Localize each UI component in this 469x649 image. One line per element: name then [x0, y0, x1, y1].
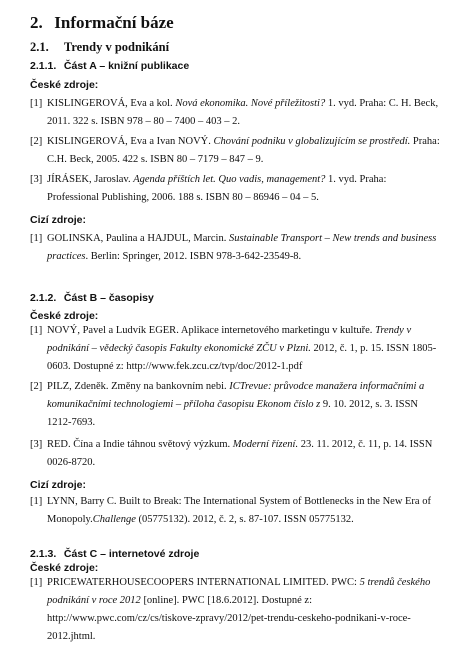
part-b-title: Část B – časopisy	[63, 292, 154, 304]
section-title: Trendy v podnikání	[63, 40, 170, 54]
reference-number: [1]	[30, 98, 43, 109]
reference-item	[30, 322, 440, 376]
reference-item	[30, 574, 440, 646]
part-b-foreign-label: Cizí zdroje:	[30, 479, 87, 491]
reference-text: JÍRÁSEK, Jaroslav. Agenda příštích let. Quo vadis, management? 1. vyd. Praha: Professional Publishing, 2006. 188 s. ISBN 80 – 86946 – 04 – 5.	[47, 174, 387, 203]
chapter-number: 2.	[30, 13, 43, 32]
part-c-czech-label: České zdroje:	[30, 562, 99, 574]
reference-text: NOVÝ, Pavel a Ludvík EGER. Aplikace internetového marketingu v kultuře. Trendy v podnikání – vědecký časopis Fakulty ekonomické ZČU v Plzni. 2012, č. 1, p. 15. ISSN 1805-0603. Dostupné z: http://www.fek.zcu.cz/tvp/doc/2012-1.pdf	[47, 325, 437, 372]
chapter-heading	[30, 13, 174, 33]
reference-text: RED. Čína a Indie táhnou světový výzkum. Moderní řízení. 23. 11. 2012, č. 11, p. 14. ISSN 0026-8720.	[47, 439, 433, 468]
reference-text: KISLINGEROVÁ, Eva a Ivan NOVÝ. Chování podniku v globalizujícím se prostředí. Praha: C.H. Beck, 2005. 422 s. ISBN 80 – 7179 – 847 – 9.	[47, 136, 440, 165]
reference-number: [1]	[30, 577, 43, 588]
reference-number: [1]	[30, 233, 43, 244]
section-number: 2.1.	[30, 40, 49, 54]
reference-number: [3]	[30, 174, 43, 185]
reference-item	[30, 378, 440, 432]
reference-item	[30, 230, 440, 266]
reference-number: [2]	[30, 136, 43, 147]
chapter-title: Informační báze	[54, 13, 174, 32]
reference-item	[30, 171, 440, 207]
reference-number: [1]	[30, 496, 43, 507]
part-a-foreign-label: Cizí zdroje:	[30, 214, 87, 226]
reference-text: PILZ, Zdeněk. Změny na bankovním nebi. ICTrevue: průvodce manažera informačními a komunikačními technologiemi – příloha časopisu Ekonom číslo z 9. 10. 2012, s. 3. ISSN 1212-7693.	[47, 381, 425, 428]
reference-number: [2]	[30, 381, 43, 392]
part-c-number: 2.1.3.	[30, 548, 57, 560]
part-b-czech-label: České zdroje:	[30, 310, 99, 322]
reference-item	[30, 436, 440, 472]
part-b-heading	[30, 292, 154, 304]
reference-text: GOLINSKA, Paulina a HAJDUL, Marcin. Sustainable Transport – New trends and business practices. Berlin: Springer, 2012. ISBN 978-3-642-23549-8.	[47, 233, 437, 262]
reference-number: [1]	[30, 325, 43, 336]
part-a-heading	[30, 60, 189, 72]
reference-text: KISLINGEROVÁ, Eva a kol. Nová ekonomika. Nové příležitosti? 1. vyd. Praha: C. H. Beck, 2011. 322 s. ISBN 978 – 80 – 7400 – 403 – 2.	[47, 98, 439, 127]
part-c-title: Část C – internetové zdroje	[63, 548, 200, 560]
reference-text: PRICEWATERHOUSECOOPERS INTERNATIONAL LIMITED. PWC: 5 trendů českého podnikání v roce 2012 [online]. PWC [18.6.2012]. Dostupné z: http://www.pwc.com/cz/cs/tiskove-zpravy/2012/pet-trendu-ceskeho-podnikani-v-roce-2012.jhtml.	[47, 577, 431, 642]
reference-item	[30, 133, 440, 169]
reference-item	[30, 95, 440, 131]
section-heading	[30, 40, 169, 55]
reference-text: LYNN, Barry C. Built to Break: The International System of Bottlenecks in the New Era of Monopoly.Challenge (05775132). 2012, č. 2, s. 87-107. ISSN 05775132.	[47, 496, 431, 525]
part-c-heading	[30, 548, 199, 560]
part-a-czech-label: České zdroje:	[30, 79, 99, 91]
reference-number: [3]	[30, 439, 43, 450]
reference-item	[30, 493, 440, 529]
part-a-title: Část A – knižní publikace	[63, 60, 190, 72]
part-a-number: 2.1.1.	[30, 60, 57, 72]
part-b-number: 2.1.2.	[30, 292, 57, 304]
